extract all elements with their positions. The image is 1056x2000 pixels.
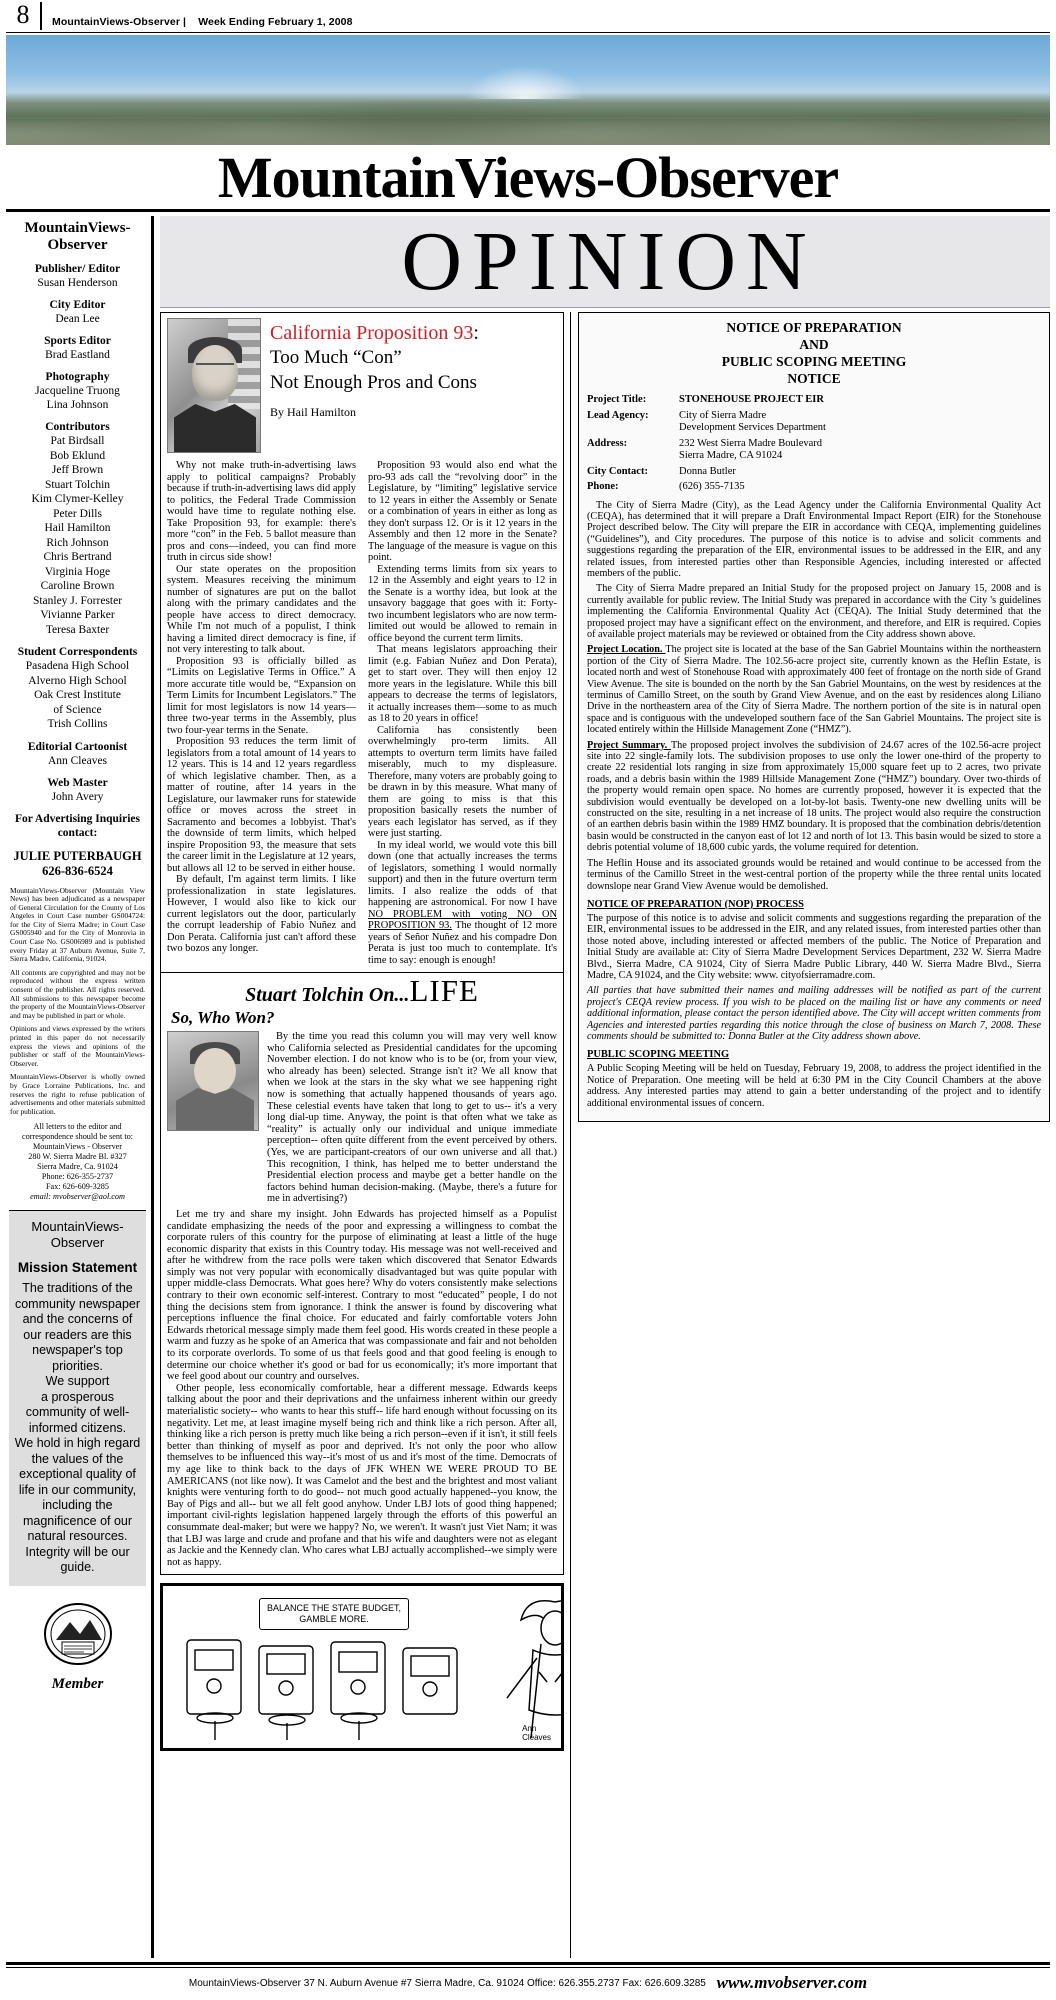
article-deck-line-1: Too Much “Con” — [270, 347, 402, 368]
page-content — [154, 216, 1050, 1958]
letters-address-line: Sierra Madre, Ca. 91024 — [37, 1162, 118, 1172]
footer-text — [6, 1968, 1050, 1993]
contributor-name: Rich Johnson — [46, 536, 109, 549]
face-shape — [194, 1048, 236, 1094]
student-correspondent: Alverno High School — [28, 674, 127, 687]
right-column — [570, 312, 1050, 1958]
text-line: MountainViews- — [24, 220, 131, 236]
header-rule — [6, 32, 1050, 33]
contributor-name: Virginia Hoge — [44, 565, 111, 578]
letters-address-line: Fax: 626-609-3285 — [46, 1182, 109, 1192]
legal-paragraph: MountainViews-Observer is wholly owned by Grace Lorraine Publications, Inc. and reserves the right to refuse publication of advertisements and other materials submitted for publication. — [10, 1072, 145, 1116]
tolchin-body — [167, 1209, 557, 1568]
author-photo-hail-hamilton — [167, 318, 261, 453]
notice-field-label: Lead Agency: — [587, 409, 649, 421]
tolchin-paragraph: By the time you read this column you will may very well know who California selected as Presidential candidates for the upcoming November election. I do not know who is to be (or, from your view, who already has been) selected. Strange isn't it? We all know that when we look at the stars in the sky what we see happening right now is something that actually happened thousands of years ago. These celestial events have taken that long to get to us-- it's a very long dial-up time. Anyway, the point is that often what we take as “reality” is actually only our individual and unique immediate perception-- often quite different from the event perceived by others. (Yes, we are participant-creators of our own universe and all that.) This recognition, I think, has helped me to better understand the Presidential election process and maybe get a better handle on the factors behind human decision-making. (Maybe, there's a future for me in advertising?) — [267, 1031, 557, 1205]
advertising-label: For Advertising Inquiries contact: — [14, 812, 141, 839]
notice-field-label: Address: — [587, 437, 628, 449]
text-line: Development Services Department — [679, 422, 826, 433]
notice-section-head: NOTICE OF PREPARATION (NOP) PROCESS — [587, 898, 804, 910]
contributor-name: Bob Eklund — [49, 449, 106, 462]
notice-field-rows — [587, 394, 1041, 494]
notice-italic-advisory: All parties that have submitted their names and mailing addresses will be notified as part of the current project's CEQA review process. If you wish to be placed on the mailing list or have any comments or need additional information, please contact the person identified above. The City will accept written comments from Agencies and interested parties regarding this notice through the close of business on March 7, 2008. These comments should be submitted to: Donna Butler at the City address shown above. — [587, 985, 1041, 1042]
content-columns — [160, 312, 1050, 1958]
tolchin-intro-row — [167, 1031, 557, 1205]
text-line: We support — [45, 1374, 110, 1389]
text-line: Ann — [522, 1724, 537, 1734]
article-paragraph: By default, I'm against term limits. I like professionalization in state legislatures. However, I would also like to kick our current legislators out the door, particularly the corrupt leadership of Fabio Nuñez and Don Perata. California just can't afford these two bozos any longer. — [167, 874, 356, 954]
notice-field-value — [679, 466, 1041, 479]
opinion-section-band — [160, 216, 1050, 308]
page-footer — [6, 1958, 1050, 1993]
notice-field-label: City Contact: — [587, 465, 648, 477]
advertising-contact-phone[interactable]: 626-836-6524 — [42, 863, 113, 878]
foreground-band — [6, 119, 1050, 145]
notice-field-value — [679, 438, 1041, 463]
mountain-banner-photo — [6, 35, 1050, 145]
letters-address-line: Phone: 626-355-2737 — [41, 1172, 114, 1182]
editorial-cartoon — [160, 1583, 564, 1751]
page-body — [6, 216, 1050, 1958]
article-paragraph: That means legislators approaching their limit (e.g. Fabian Nuñez and Don Perata), get to start over. They will then enjoy 12 more years in the legislature. While this bill appears to decrease the terms of legislators, it actually increases them—some to as much as 18 to 20 years in office! — [368, 644, 557, 724]
text-line: We hold in high regard the values of the exceptional quality of life in our community, — [14, 1436, 141, 1497]
text-line: Cleaves — [522, 1733, 551, 1743]
letters-email[interactable]: email: mvobserver@aol.com — [30, 1192, 125, 1202]
notice-nop-process: The purpose of this notice is to advise and solicit comments and suggestions regarding the preparation of the EIR, environmental issues to be addressed in the EIR, and any related issues, from interested parties other than those noted above, including interested or affected members of the public. The Notice of Preparation and Initial Study are available at: City of Sierra Madre Development Services Department, 232 W. Sierra Madre Blvd., Sierra Madre, CA 91024, City of Sierra Madre Public Library, 440 W. Sierra Madre Blvd., Sierra Madre, CA 91024, and the City website: www. cityofsierramadre.com. — [587, 912, 1041, 981]
staff-role: Sports Editor — [44, 335, 111, 347]
text-line: The traditions of the community newspaper and the concerns of our readers are this newspaper's top priorities. — [14, 1281, 141, 1373]
contributor-name: Caroline Brown — [40, 580, 115, 592]
letters-address-line: MountainViews - Observer — [32, 1142, 123, 1152]
contributor-name: Jeff Brown — [51, 464, 104, 476]
staff-person: Brad Eastland — [45, 349, 110, 361]
notice-paragraph: The City of Sierra Madre (City), as the Lead Agency under the California Environmental Quality Act (CEQA), has determined that it will prepare a Draft Environmental Impact Report (EIR) for the Stonehouse Project described below. The City will prepare the EIR in accordance with CEQA, implementing guidelines (“Guidelines”), and City procedures. The purpose of this notice is to advise and solicit comments and suggestions regarding the preparation of the EIR, environmental issues to be addressed in the EIR, and any related issues, from interested parties other than Responsible Agencies, including interested or affected members of the public. — [587, 499, 1041, 579]
cartoonist-name: Ann Cleaves — [47, 754, 108, 767]
rail-paper-name — [9, 220, 146, 254]
notice-body-text — [587, 500, 1041, 1110]
staff-role: Photography — [45, 371, 110, 383]
folio-issue-date: Week Ending February 1, 2008 — [198, 16, 353, 28]
article-paragraph: Proposition 93 would also end what the pro-93 ads call the “revolving door” in the Legislature, by “limiting” legislative service to 12 years in either the Assembly or Senate or a combination of years in either as long as they don't surpass 12. Or is it 12 years in the Assembly and then 12 more in the Senate? The language of the measure is vague on this point. — [368, 460, 557, 563]
article-paragraph: Proposition 93 is officially billed as “Limits on Legislative Terms in Office.” A more accurate title would be, “Expansion on Term Limits for Incumbent Legislators.” The limit for most legislators is now 14 years—three two-year terms in the Assembly, plus two four-year terms in the Senate. — [167, 655, 356, 736]
footer-rule-top — [6, 1962, 1050, 1965]
letters-address-lines — [9, 1142, 146, 1192]
staff-person: Susan Henderson — [37, 277, 118, 289]
footer-contact-line: MountainViews-Observer 37 N. Auburn Avenue #7 Sierra Madre, Ca. 91024 Office: 626.355.2737 Fax: 626.609.3285 — [188, 1978, 706, 1989]
notice-field-label: Project Title: — [587, 394, 647, 405]
cartoonist-signature — [522, 1724, 551, 1742]
staff-rail — [6, 216, 154, 1958]
text-line: City of Sierra Madre — [679, 409, 767, 421]
mission-statement-label: Mission Statement — [17, 1260, 138, 1276]
article-kicker — [270, 321, 557, 345]
tolchin-subtitle: So, Who Won? — [171, 1008, 275, 1027]
article-paragraph: California has consistently been overwhelmingly pro-term limits. All attempts to overturn term limits have failed miserably, much to my displeasure. Therefore, many voters are probably going to be drawn in by this measure. What many of them are going to miss is that this proposition basically resets the number of years each legislator has served, as if they were just starting. — [368, 724, 557, 839]
webmaster-name: John Avery — [51, 790, 104, 803]
student-correspondent: Oak Crest Institute — [34, 689, 121, 701]
article-paragraph: Why not make truth-in-advertising laws apply to political campaigns? Probably because if truth-in-advertising laws did apply to politics, the Federal Trade Commission would have time to regulate nothing else. Take Proposition 93, for example: there's more “con” in the Feb. 5 ballot measure than pros and cons—indeed, you can find more truth in circus side show! — [167, 460, 356, 563]
notice-field-value — [679, 410, 1041, 435]
advertising-contact-name: JULIE PUTERBAUGH — [13, 848, 142, 863]
student-correspondents-label: Student Correspondents — [17, 646, 138, 658]
letters-contact-block — [9, 1122, 146, 1202]
article-deck-line-2: Not Enough Pros and Cons — [270, 372, 477, 393]
notice-title-line-4: NOTICE — [787, 371, 841, 386]
article-paragraph: Proposition 93 reduces the term limit of legislators from a total amount of 14 years to 12 years. This is 14 and 12 years regardless of which legislative chamber. Then, as a matter of routine, after 14 years in the Legislature, our lawmaker runs for statewide office or moves across the street in Sacramento and becomes a lobbyist. That's the downside of term limits, which helped inspire Proposition 93, the measure that sets the career limit in the Legislature at 12 years, but allows all 12 to be served in either house. — [167, 736, 356, 874]
article-body — [167, 460, 557, 966]
notice-field-row — [587, 481, 1041, 494]
staff-person: Dean Lee — [55, 313, 100, 325]
article-header — [167, 318, 557, 453]
article-kicker-text: California Proposition 93 — [270, 322, 474, 344]
main-column — [160, 312, 564, 1958]
notice-field-row — [587, 466, 1041, 479]
tolchin-title — [167, 973, 557, 1008]
masthead — [6, 145, 1050, 212]
tolchin-header — [167, 973, 557, 1029]
opinion-word: OPINION — [401, 216, 817, 308]
emphasis-underline: NO PROBLEM with voting NO ON PROPOSITION 93. — [368, 908, 557, 931]
notice-subhead: Project Location. — [587, 644, 666, 656]
page-header — [0, 0, 1056, 32]
contributor-name: Kim Clymer-Kelley — [31, 493, 124, 505]
article-paragraph: In my ideal world, we would vote this bill down (one that actually increases the terms of legislators, something I would normally support) and then in the future overturn term limits. I also realize the odds of that happening are astronomical. For now I have NO PROBLEM with voting NO ON PROPOSITION 93. The thought of 12 more years of Señor Nuñez and his compadre Don Perata is just too much to contemplate. It's time to say: enough is enough! — [368, 839, 557, 966]
contributor-name: Vivianne Parker — [40, 609, 115, 621]
contributor-name: Stanley J. Forrester — [32, 594, 123, 607]
contributor-name: Stuart Tolchin — [44, 478, 111, 491]
legal-paragraph: Opinions and views expressed by the writers printed in this paper do not necessarily express the views and opinions of the publisher or staff of the MountainViews-Observer. — [10, 1024, 145, 1068]
article-titles — [270, 318, 557, 453]
text-line: Integrity will be our guide. — [25, 1544, 130, 1575]
cartoon-balloon-line-2: GAMBLE MORE. — [299, 1614, 369, 1625]
letters-address-line: 280 W. Sierra Madre Bl. #327 — [28, 1152, 127, 1162]
member-label: Member — [51, 1675, 104, 1692]
tolchin-title-life: LIFE — [409, 973, 479, 1008]
glasses-shape — [196, 363, 234, 372]
cartoonist-label: Editorial Cartoonist — [27, 740, 128, 753]
tolchin-title-prefix: Stuart Tolchin On... — [245, 984, 410, 1006]
cartoon-balloon-line-1: BALANCE THE STATE BUDGET, — [266, 1603, 402, 1614]
text-line: Observer — [50, 1235, 105, 1251]
contributor-name: Peter Dills — [53, 507, 102, 520]
students-list — [9, 659, 146, 732]
student-correspondent: of Science — [53, 703, 102, 716]
cartoon-drawing — [163, 1588, 564, 1748]
staff-role: Publisher/ Editor — [34, 263, 121, 275]
text-line: Donna Butler — [679, 465, 736, 477]
text-line: MountainViews- — [31, 1219, 124, 1235]
notice-section-head: PUBLIC SCOPING MEETING — [587, 1049, 730, 1061]
contributors-label: Contributors — [45, 421, 110, 433]
face-shape — [192, 345, 238, 401]
masthead-title: MountainViews-Observer — [217, 145, 839, 210]
tolchin-lead-paragraph-wrap — [267, 1031, 557, 1205]
letters-lead: All letters to the editor and correspondence should be sent to: — [22, 1122, 133, 1142]
student-correspondent: Pasadena High School — [25, 660, 130, 672]
legal-paragraph: All contents are copyrighted and may not be reproduced without the express written consent of the publisher. All rights reserved. All submissions to this newspaper become the property of the MountainViews-Observer and may be published in part or whole. — [10, 967, 145, 1020]
text-line: Observer — [47, 237, 108, 253]
text-line: Sierra Madre, CA 91024 — [679, 450, 783, 461]
staff-role: City Editor — [49, 299, 106, 311]
shirt-shape — [174, 404, 256, 452]
text-line: (626) 355-7135 — [679, 481, 745, 492]
notice-title-line-1: NOTICE OF PREPARATION — [726, 320, 902, 335]
notice-scoping-meeting: A Public Scoping Meeting will be held on Tuesday, February 19, 2008, to address the project identified in the Notice of Preparation. One meeting will be held at 6:30 PM in the City Council Chambers at the above address. Any interested parties may attend to gain a better understanding of the project and to identify additional environmental issues of concern. — [587, 1063, 1041, 1109]
notice-title — [587, 319, 1041, 387]
tolchin-paragraph: Other people, less economically comfortable, hear a different message. Edwards keeps talking about the poor and their deprivations and the unfairness inherent within our greedy materialistic society-- who wants to hear this stuff-- life hard enough without focussing on its negativity. Let me, at least imagine myself being rich and think like a rich person. After all, thinking like a rich person is pretty much like being a rich person--even if it isn't, it still feels better than thinking of myself as poor and deprived. It's not only the poor who allow themselves to be influenced this way--it's most of us and it's most of the time. Democrats of my age like to think back to the days of JFK WHEN WE WERE PROUD TO BE AMERICANS (not like now). It was Camelot and the best and the brightest and most valiant knights were venturing forth to do good-- not much good actually happened--you know, the Bay of Pigs and all-- but we all felt good anyhow. Under LBJ lots of good thing happened; important civil-rights legislation happened largely through the efforts of this powerful an consummate deal-maker; but were we happy? No, we weren't. It wasn't just Viet Nam; it was that LBJ was large and crude and profane and that his wife and daughters were not as elegant as Jackie and the Kennedy clan. Who cares what LBJ actually accomplished--we simply were not as happy. — [167, 1382, 557, 1568]
student-correspondent: Trish Collins — [47, 718, 108, 730]
contributor-name: Chris Bertrand — [43, 551, 112, 563]
newspaper-association-seal-icon — [36, 1600, 120, 1674]
article-kicker-colon: : — [473, 322, 479, 344]
staff-person: Jacqueline Truong — [35, 385, 120, 397]
legal-notice-block — [9, 887, 146, 1117]
notice-field-row — [587, 438, 1041, 463]
text-line: STONEHOUSE PROJECT EIR — [679, 394, 824, 405]
contributors-list — [9, 434, 146, 637]
tolchin-paragraph: Let me try and share my insight. John Edwards has projected himself as a Populist candidate emphasizing the needs of the poor and expressing a willingness to combat the corporate rulers of this country for the purpose of eliminating at least a little of the huge economic disparity that exists in this Country today. His message was not well-received and after he withdrew from the race polls were taken which discovered that Senator Edwards simply was not very popular with economically disadvantaged but was quite popular with upper middle-class Democrats. What goes here? Why do voters consistently make selections contrary to their own economic self-interest. Contrary to most “educated” people, I do not thing the decisions stem from ignorance. I think the answer is found by discovering what perceptions influence the final choice. For educated and fairly comfortable voters John Edwards rhetorical message simply made them feel good. His words created in these people a warm and fuzzy as he spoke of an America that was compassionate and fair and not beholden to its corporate overlords. To some of us that feels good and that good feeling is enough to determine our choice whether it's good or bad for us economically; it's more important that we feel good about our country and ourselves. — [167, 1208, 557, 1383]
staff-list — [9, 262, 146, 412]
notice-field-value — [679, 394, 1041, 407]
contributor-name: Teresa Baxter — [45, 623, 110, 636]
notice-heflin-house: The Heflin House and its associated grounds would be retained and would continue to be accessed from the terminus of the Camillo Street in the west-central portion of the property while the three rental units located downslope near Grand View Avenue would be demolished. — [587, 857, 1041, 892]
footer-website-url[interactable]: www.mvobserver.com — [716, 1973, 868, 1992]
article-paragraph: Our state operates on the proposition system. Measures receiving the minimum number of signatures are put on the ballot along with the primary candidates and the people have access to direct democracy. While I'm not much of a populist, I think having a limited direct democracy is fine, if not very interesting to talk about. — [167, 563, 356, 655]
article-proposition-93 — [160, 312, 564, 973]
notice-field-label: Phone: — [587, 481, 619, 492]
notice-field-row — [587, 394, 1041, 407]
article-paragraph: Extending terms limits from six years to 12 in the Assembly and eight years to 12 in the Senate is a worthy idea, but look at the unsavory baggage that goes with it: Forty-two incumbent legislators who are now term-limited out would be allowed to remain in office beyond the current term limits. — [368, 563, 557, 644]
text-line: 232 West Sierra Madre Boulevard — [679, 437, 823, 449]
notice-field-value — [679, 481, 1041, 494]
notice-field-row — [587, 410, 1041, 435]
author-photo-stuart-tolchin — [167, 1031, 259, 1131]
notice-subhead: Project Summary. — [587, 739, 671, 751]
legal-paragraph: MountainViews-Observer (Mountain View News) has been adjudicated as a newspaper of General Circulation for the County of Los Angeles in Court Case number GS004724: for the City of Sierra Madre; in Court Case GS005940 and for the City of Monrovia in Court Case No. GS006989 and is published every Friday at 37 Auburn Avenue, Suite 7, Sierra Madre, California, 91024. — [10, 885, 145, 964]
public-notice-box — [578, 312, 1050, 1122]
notice-title-line-3: PUBLIC SCOPING MEETING — [721, 354, 907, 369]
contributor-name: Hail Hamilton — [44, 522, 111, 534]
folio-page-number: 8 — [16, 0, 30, 29]
mission-paper-name — [13, 1219, 142, 1251]
article-byline: By Hail Hamilton — [270, 405, 356, 419]
folio-masthead-line — [42, 16, 353, 32]
webmaster-label: Web Master — [47, 776, 108, 789]
staff-person: Lina Johnson — [46, 399, 109, 411]
notice-paragraph: The City of Sierra Madre prepared an Initial Study for the proposed project on January 15, 2008 and is currently available for public review. The Initial Study was prepared in accordance with the City 's guidelines implementing the California Environmental Quality Act (CEQA). The Initial Study determined that the proposed project may have a significant effect on the environment, and therefore, and EIR is required. Copies of available project materials may be reviewed or obtained from the City address shown above. — [587, 583, 1041, 640]
article-stuart-tolchin — [160, 973, 564, 1575]
text-line: a prosperous community of well-informed citizens. — [25, 1389, 130, 1435]
mission-statement-text — [13, 1281, 142, 1576]
notice-project-location: Project Location. The project site is located at the base of the San Gabriel Mountains within the northeastern portion of the City of Sierra Madre. The 102.56-acre project site, currently known as the Heflin Estate, is located north and west of Stonehouse Road with approximately 400 feet of frontage on the north side of Grand View Avenue. The site is bounded on the north by the San Gabriel Mountains, on the west by residences at the terminus of Camillo Street, on the south by Grand View Avenue, and on the east by residences along Liliano Drive in the northeastern area of the City of Sierra Madre. The northern portion of the site is in natural open space and is contiguous with the undeveloped southern face of the San Gabriel Mountains. The project site is located entirely within the Hillside Management Zone (“HMZ”). — [587, 644, 1041, 736]
notice-project-summary: Project Summary. The proposed project involves the subdivision of 24.67 acres of the 102.56-acre project site into 22 single-family lots. The subdivision proposes to use only the lower one-third of the property to create 22 residential lots ranging in size from approximately 15,000 square feet up to 2 acres, two private roads, and a debris basin within the 1989 Hillside Management Zone (“HMZ”) boundary. Over two-thirds of the property would remain open space. No homes are currently proposed, however it is expected that the subdivision would eventually be developed on a lot-by-lot basis. Twenty-one new dwelling units will be constructed on the site, resulting in a net increase of 18 units. The project would also require the construction of an earthen debris basin within the 1989 HMZ boundary. It is proposed that the combination debris/detention basin would be constructed in the canyon east of lot 12 and north of lot 13. This basin would be sized to store a debris potential volume of 18,600 cubic yards, the volume required for detention. — [587, 739, 1041, 854]
folio-publication: MountainViews-Observer | — [52, 16, 187, 28]
mission-statement-box — [9, 1210, 146, 1586]
text-line: including the magnificence of our natural resources. — [22, 1498, 133, 1544]
body-shape — [176, 1088, 254, 1130]
notice-title-line-2: AND — [799, 337, 829, 352]
contributor-name: Pat Birdsall — [50, 435, 105, 447]
